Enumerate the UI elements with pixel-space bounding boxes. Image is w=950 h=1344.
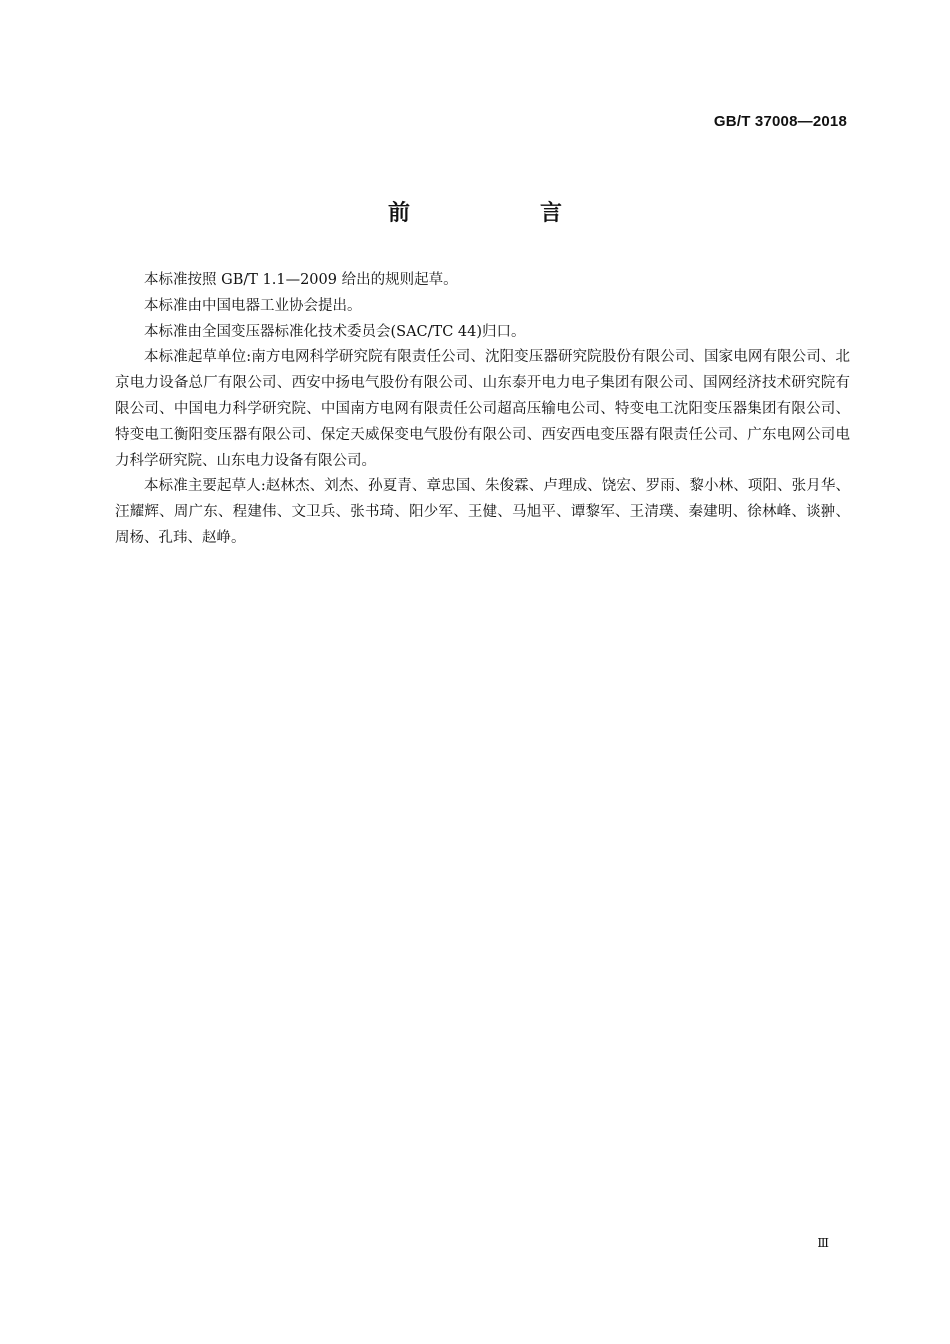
paragraph-centralized-unit: 本标准由全国变压器标准化技术委员会(SAC/TC 44)归口。 <box>144 323 526 340</box>
paragraph-proposer: 本标准由中国电器工业协会提出。 <box>144 297 362 314</box>
page-number: Ⅲ <box>817 1236 829 1250</box>
paragraph-drafting-rules: 本标准按照 GB/T 1.1—2009 给出的规则起草。 <box>144 272 458 288</box>
page-title: 前 言 <box>387 201 616 226</box>
standard-code: GB/T 37008—2018 <box>713 113 847 130</box>
paragraph-drafters: 本标准主要起草人:赵林杰、刘杰、孙夏青、章忠国、朱俊霖、卢理成、饶宏、罗雨、黎小林、项阳、张月华、汪耀辉、周广东、程建伟、文卫兵、张书琦、阳少军、王健、马旭平、谭黎军、王清璞、秦建明、徐林峰、谈翀、周杨、孔玮、赵峥。 <box>115 478 850 546</box>
paragraph-drafting-organizations: 本标准起草单位:南方电网科学研究院有限责任公司、沈阳变压器研究院股份有限公司、国家电网有限公司、北京电力设备总厂有限公司、西安中扬电气股份有限公司、山东泰开电力电子集团有限公司、国网经济技术研究院有限公司、中国电力科学研究院、中国南方电网有限责任公司超高压输电公司、特变电工沈阳变压器集团有限公司、特变电工衡阳变压器有限公司、保定天威保变电气股份有限公司、西安西电变压器有限责任公司、广东电网公司电力科学研究院、山东电力设备有限公司。 <box>115 349 850 469</box>
preface-body <box>115 268 850 552</box>
